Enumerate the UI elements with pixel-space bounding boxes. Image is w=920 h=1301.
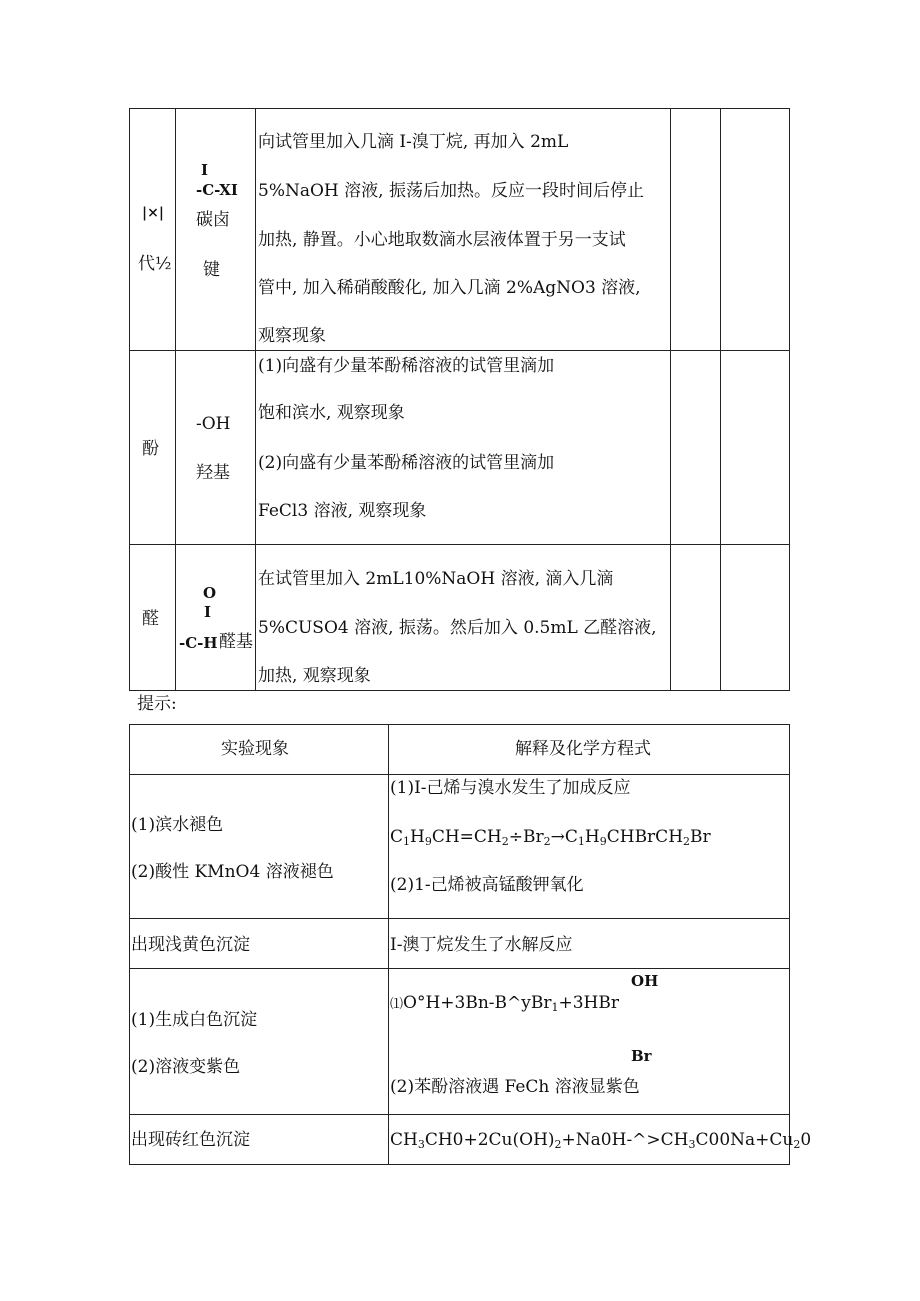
procedure-line: 加热, 观察现象 [258, 666, 371, 686]
class-name: 酚 [142, 439, 159, 459]
structure-oh-label: OH [631, 972, 659, 990]
procedure-line: 向试管里加入几滴 I-溴丁烷, 再加入 2mL [258, 132, 569, 152]
class-name: 代½ [138, 254, 172, 274]
chemical-equation: $C_1H_9CH=CH_2\div Br_2\to C_1H_9CHBrCH_2Br$ [390, 827, 711, 848]
functional-group-structure: -C-H [179, 634, 218, 652]
phenomenon-line: (2)酸性 KMnO4 溶液褪色 [131, 862, 334, 882]
procedure-line: 5%CUSO4 溶液, 振荡。然后加入 0.5mL 乙醛溶液, [258, 618, 657, 638]
phenomenon-line: 出现砖红色沉淀 [131, 1130, 250, 1150]
functional-group-name: 羟基 [196, 463, 230, 483]
explanation-line: I-澳丁烷发生了水解反应 [390, 935, 573, 955]
functional-group-structure: -OH [196, 414, 231, 434]
procedure-line: 观察现象 [258, 326, 326, 346]
hint-label: 提示: [137, 694, 177, 714]
structure-br-label: Br [631, 1047, 652, 1065]
column-header-phenomenon: 实验现象 [221, 739, 289, 759]
structure-oxygen: O [203, 584, 217, 602]
phenomenon-line: (2)溶液变紫色 [131, 1057, 241, 1077]
chemical-equation: ⑴O°H+3Bn-B^yBr$_1$+3HBr [390, 993, 619, 1014]
procedure-line: (2)向盛有少量苯酚稀溶液的试管里滴加 [258, 453, 555, 473]
procedure-line: 饱和滨水, 观察现象 [258, 403, 405, 423]
explanation-line: (2)苯酚溶液遇 FeCh 溶液显紫色 [390, 1077, 640, 1097]
procedure-line: (1)向盛有少量苯酚稀溶液的试管里滴加 [258, 356, 555, 376]
functional-group-structure: -C-XI [196, 181, 238, 199]
phenomenon-line: 出现浅黄色沉淀 [131, 935, 250, 955]
phenomenon-line: (1)生成白色沉淀 [131, 1010, 258, 1030]
functional-group-name: 醛基 [219, 632, 253, 652]
procedure-line: FeCl3 溶液, 观察现象 [258, 501, 427, 521]
procedure-line: 在试管里加入 2mL10%NaOH 溶液, 滴入几滴 [258, 569, 614, 589]
procedure-line: 5%NaOH 溶液, 振荡后加热。反应一段时间后停止 [258, 181, 644, 201]
functional-group-name: 碳卤 [196, 210, 230, 230]
class-name: 醛 [142, 609, 159, 629]
structure-bond-mark: I [201, 161, 209, 179]
column-header-explanation: 解释及化学方程式 [515, 739, 651, 759]
chemical-equation: $CH_3CH0+2Cu(OH)_2+Na0H-\^{}>CH_3C00Na+Cu_20$ [390, 1130, 812, 1151]
class-symbol: |×| [142, 205, 164, 221]
explanation-line: (1)I-己烯与溴水发生了加成反应 [390, 778, 631, 798]
phenomenon-line: (1)滨水褪色 [131, 815, 224, 835]
procedure-line: 加热, 静置。小心地取数滴水层液体置于另一支试 [258, 230, 626, 250]
functional-group-name: 键 [203, 260, 220, 280]
explanation-line: (2)1-己烯被高锰酸钾氧化 [390, 875, 584, 895]
procedure-line: 管中, 加入稀硝酸酸化, 加入几滴 2%AgNO3 溶液, [258, 278, 641, 298]
structure-bond-mark: I [204, 603, 212, 621]
